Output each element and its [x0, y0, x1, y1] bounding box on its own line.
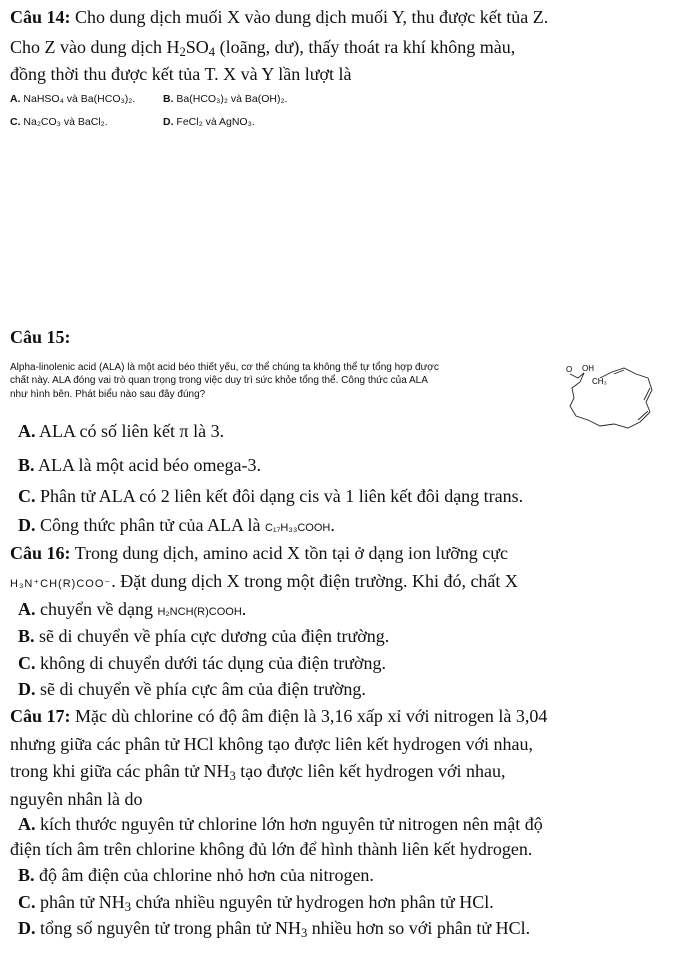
q16-option-d: [18, 678, 366, 700]
q16-option-d-label: D.: [18, 679, 36, 699]
q17-option-c-text-b: chứa nhiều nguyên tử hydrogen hơn phân tử HCl.: [131, 892, 494, 912]
q15-option-a-text: ALA có số liên kết π là 3.: [39, 421, 225, 441]
q17-line-3-sub: 3: [229, 769, 236, 784]
q14-option-a-text: NaHSO₄ và Ba(HCO₃)₂.: [23, 93, 136, 105]
q17-number: Câu 17:: [10, 706, 71, 726]
q15-option-c-text: Phân tử ALA có 2 liên kết đôi dạng cis và 1 liên kết đôi dạng trans.: [40, 486, 524, 506]
q17-option-a-label: A.: [18, 814, 36, 834]
q14-stem-b2: SO: [185, 37, 209, 57]
q17-option-d-text-b: nhiều hơn so với phân tử HCl.: [307, 918, 531, 938]
q15-number: Câu 15:: [10, 327, 71, 347]
q15-option-d: [18, 514, 335, 539]
q14-option-b-text: Ba(HCO₃)₂ và Ba(OH)₂.: [176, 93, 288, 105]
q15-option-b-label: B.: [18, 455, 35, 475]
ala-chain-right-2: [646, 402, 650, 412]
q17-option-a-line-1: [18, 813, 543, 835]
ala-label-oh: OH: [582, 364, 594, 373]
q16-option-b-text: sẽ di chuyển về phía cực dương của điện trường.: [39, 626, 390, 646]
q15-option-c: [18, 485, 523, 507]
q14-sub-2: 4: [208, 45, 216, 60]
q16-stem-line-2: [10, 570, 518, 595]
q16-option-a-end: .: [241, 599, 247, 619]
q15-option-d-formula: C₁₇H₃₃COOH: [264, 522, 331, 534]
q14-option-d-text: FeCl₂ và AgNO₃.: [176, 116, 255, 128]
ala-label-ch3: CH₃: [592, 377, 607, 386]
q16-option-c-text: không di chuyển dưới tác dụng của điện trường.: [40, 653, 386, 673]
q15-option-a-label: A.: [18, 421, 36, 441]
ala-label-o: O: [566, 365, 573, 374]
q16-stem-a: Trong dung dịch, amino acid X tồn tại ở dạng ion lưỡng cực: [74, 543, 509, 563]
q16-option-a-label: A.: [18, 599, 36, 619]
q17-option-b-label: B.: [18, 865, 35, 885]
q17-stem-line-2: nhưng giữa các phân tử HCl không tạo được liên kết hydrogen với nhau,: [10, 734, 533, 754]
q17-option-c: [18, 891, 494, 913]
q14-option-c-label: C.: [10, 116, 21, 128]
q17-option-d-label: D.: [18, 918, 36, 938]
q14-stem-a: Cho dung dịch muối X vào dung dịch muối Y, thu được kết tủa Z.: [75, 7, 549, 27]
q16-option-b-label: B.: [18, 626, 35, 646]
ala-structure-figure: [540, 364, 670, 436]
q14-option-c-text: Na₂CO₃ và BaCl₂.: [23, 116, 108, 128]
q17-stem-line-3: [10, 760, 506, 782]
q14-stem-line-2: [10, 36, 515, 58]
q16-stem-b: . Đặt dung dịch X trong một điện trường. Khi đó, chất X: [111, 571, 518, 591]
q17-line-3a: trong khi giữa các phân tử NH: [10, 761, 230, 781]
q16-option-a: [18, 598, 246, 623]
q17-option-a-text-1: kích thước nguyên tử chlorine lớn hơn nguyên tử nitrogen nên mật độ: [40, 814, 543, 834]
q16-option-a-formula: H₂NCH(R)COOH: [157, 606, 242, 618]
q14-number: Câu 14:: [10, 7, 71, 27]
q15-option-a: [18, 420, 224, 442]
q17-stem-line-4: nguyên nhân là do: [10, 789, 143, 809]
q15-option-d-end: .: [330, 515, 335, 535]
q15-option-d-label: D.: [18, 515, 36, 535]
ala-double-bond-2: [644, 388, 650, 400]
q14-option-a: [10, 92, 135, 106]
q15-intro-3: như hình bên. Phát biểu nào sau đây đúng?: [10, 389, 206, 400]
q17-option-a-line-2: điện tích âm trên chlorine không đủ lớn để hình thành liên kết hydrogen.: [10, 839, 533, 859]
q16-zwitterion-formula: H₃N⁺CH(R)COO⁻: [10, 578, 112, 590]
q17-line-3b: tạo được liên kết hydrogen với nhau,: [235, 761, 506, 781]
q14-option-a-label: A.: [10, 93, 21, 105]
q15-option-b-text: ALA là một acid béo omega-3.: [38, 455, 261, 475]
q17-option-b: [18, 864, 374, 886]
q16-option-c: [18, 652, 386, 674]
q17-option-c-label: C.: [18, 892, 36, 912]
q16-option-d-text: sẽ di chuyển về phía cực âm của điện trường.: [40, 679, 366, 699]
q14-option-d-label: D.: [163, 116, 174, 128]
q15-intro-1: Alpha-linolenic acid (ALA) là một acid béo thiết yếu, cơ thể chúng ta không thể tự tổng hợp được: [10, 362, 439, 373]
q17-option-d-text-a: tổng số nguyên tử trong phân tử NH: [40, 918, 301, 938]
q16-number: Câu 16:: [10, 543, 71, 563]
q15-heading: [10, 326, 71, 348]
q14-sub-1: 2: [179, 45, 186, 60]
q16-option-b: [18, 625, 389, 647]
q17-option-b-text: độ âm điện của chlorine nhỏ hơn của nitrogen.: [39, 865, 374, 885]
q17-line-1: Mặc dù chlorine có độ âm điện là 3,16 xấp xỉ với nitrogen là 3,04: [75, 706, 548, 726]
q14-stem-b1: Cho Z vào dung dịch H: [10, 37, 180, 57]
q17-option-c-sub: 3: [124, 900, 132, 915]
q16-option-c-label: C.: [18, 653, 36, 673]
q14-option-b: [163, 92, 287, 106]
q14-stem-b3: (loãng, dư), thấy thoát ra khí không màu,: [215, 37, 516, 57]
q14-option-b-label: B.: [163, 93, 174, 105]
q14-stem-line-1: [10, 6, 548, 28]
ala-chain-left: [570, 382, 640, 428]
q15-option-b: [18, 454, 261, 476]
q16-option-a-text: chuyển về dạng: [40, 599, 153, 619]
q14-stem-c: đồng thời thu được kết tủa T. X và Y lần lượt là: [10, 64, 352, 84]
q14-option-d: [163, 115, 255, 129]
q17-stem-line-1: [10, 705, 547, 727]
q15-option-c-label: C.: [18, 486, 36, 506]
q14-option-c: [10, 115, 108, 129]
q15-option-d-text: Công thức phân tử của ALA là: [40, 515, 261, 535]
q17-option-c-text-a: phân tử NH: [40, 892, 125, 912]
q15-intro-2: chất này. ALA đóng vai trò quan trọng trong việc duy trì sức khỏe tổng thể. Công thức của ALA: [10, 375, 428, 386]
q16-stem-line-1: [10, 542, 508, 564]
q17-option-d: [18, 917, 530, 939]
q14-stem-line-3: [10, 63, 352, 85]
q17-option-d-sub: 3: [301, 926, 308, 941]
